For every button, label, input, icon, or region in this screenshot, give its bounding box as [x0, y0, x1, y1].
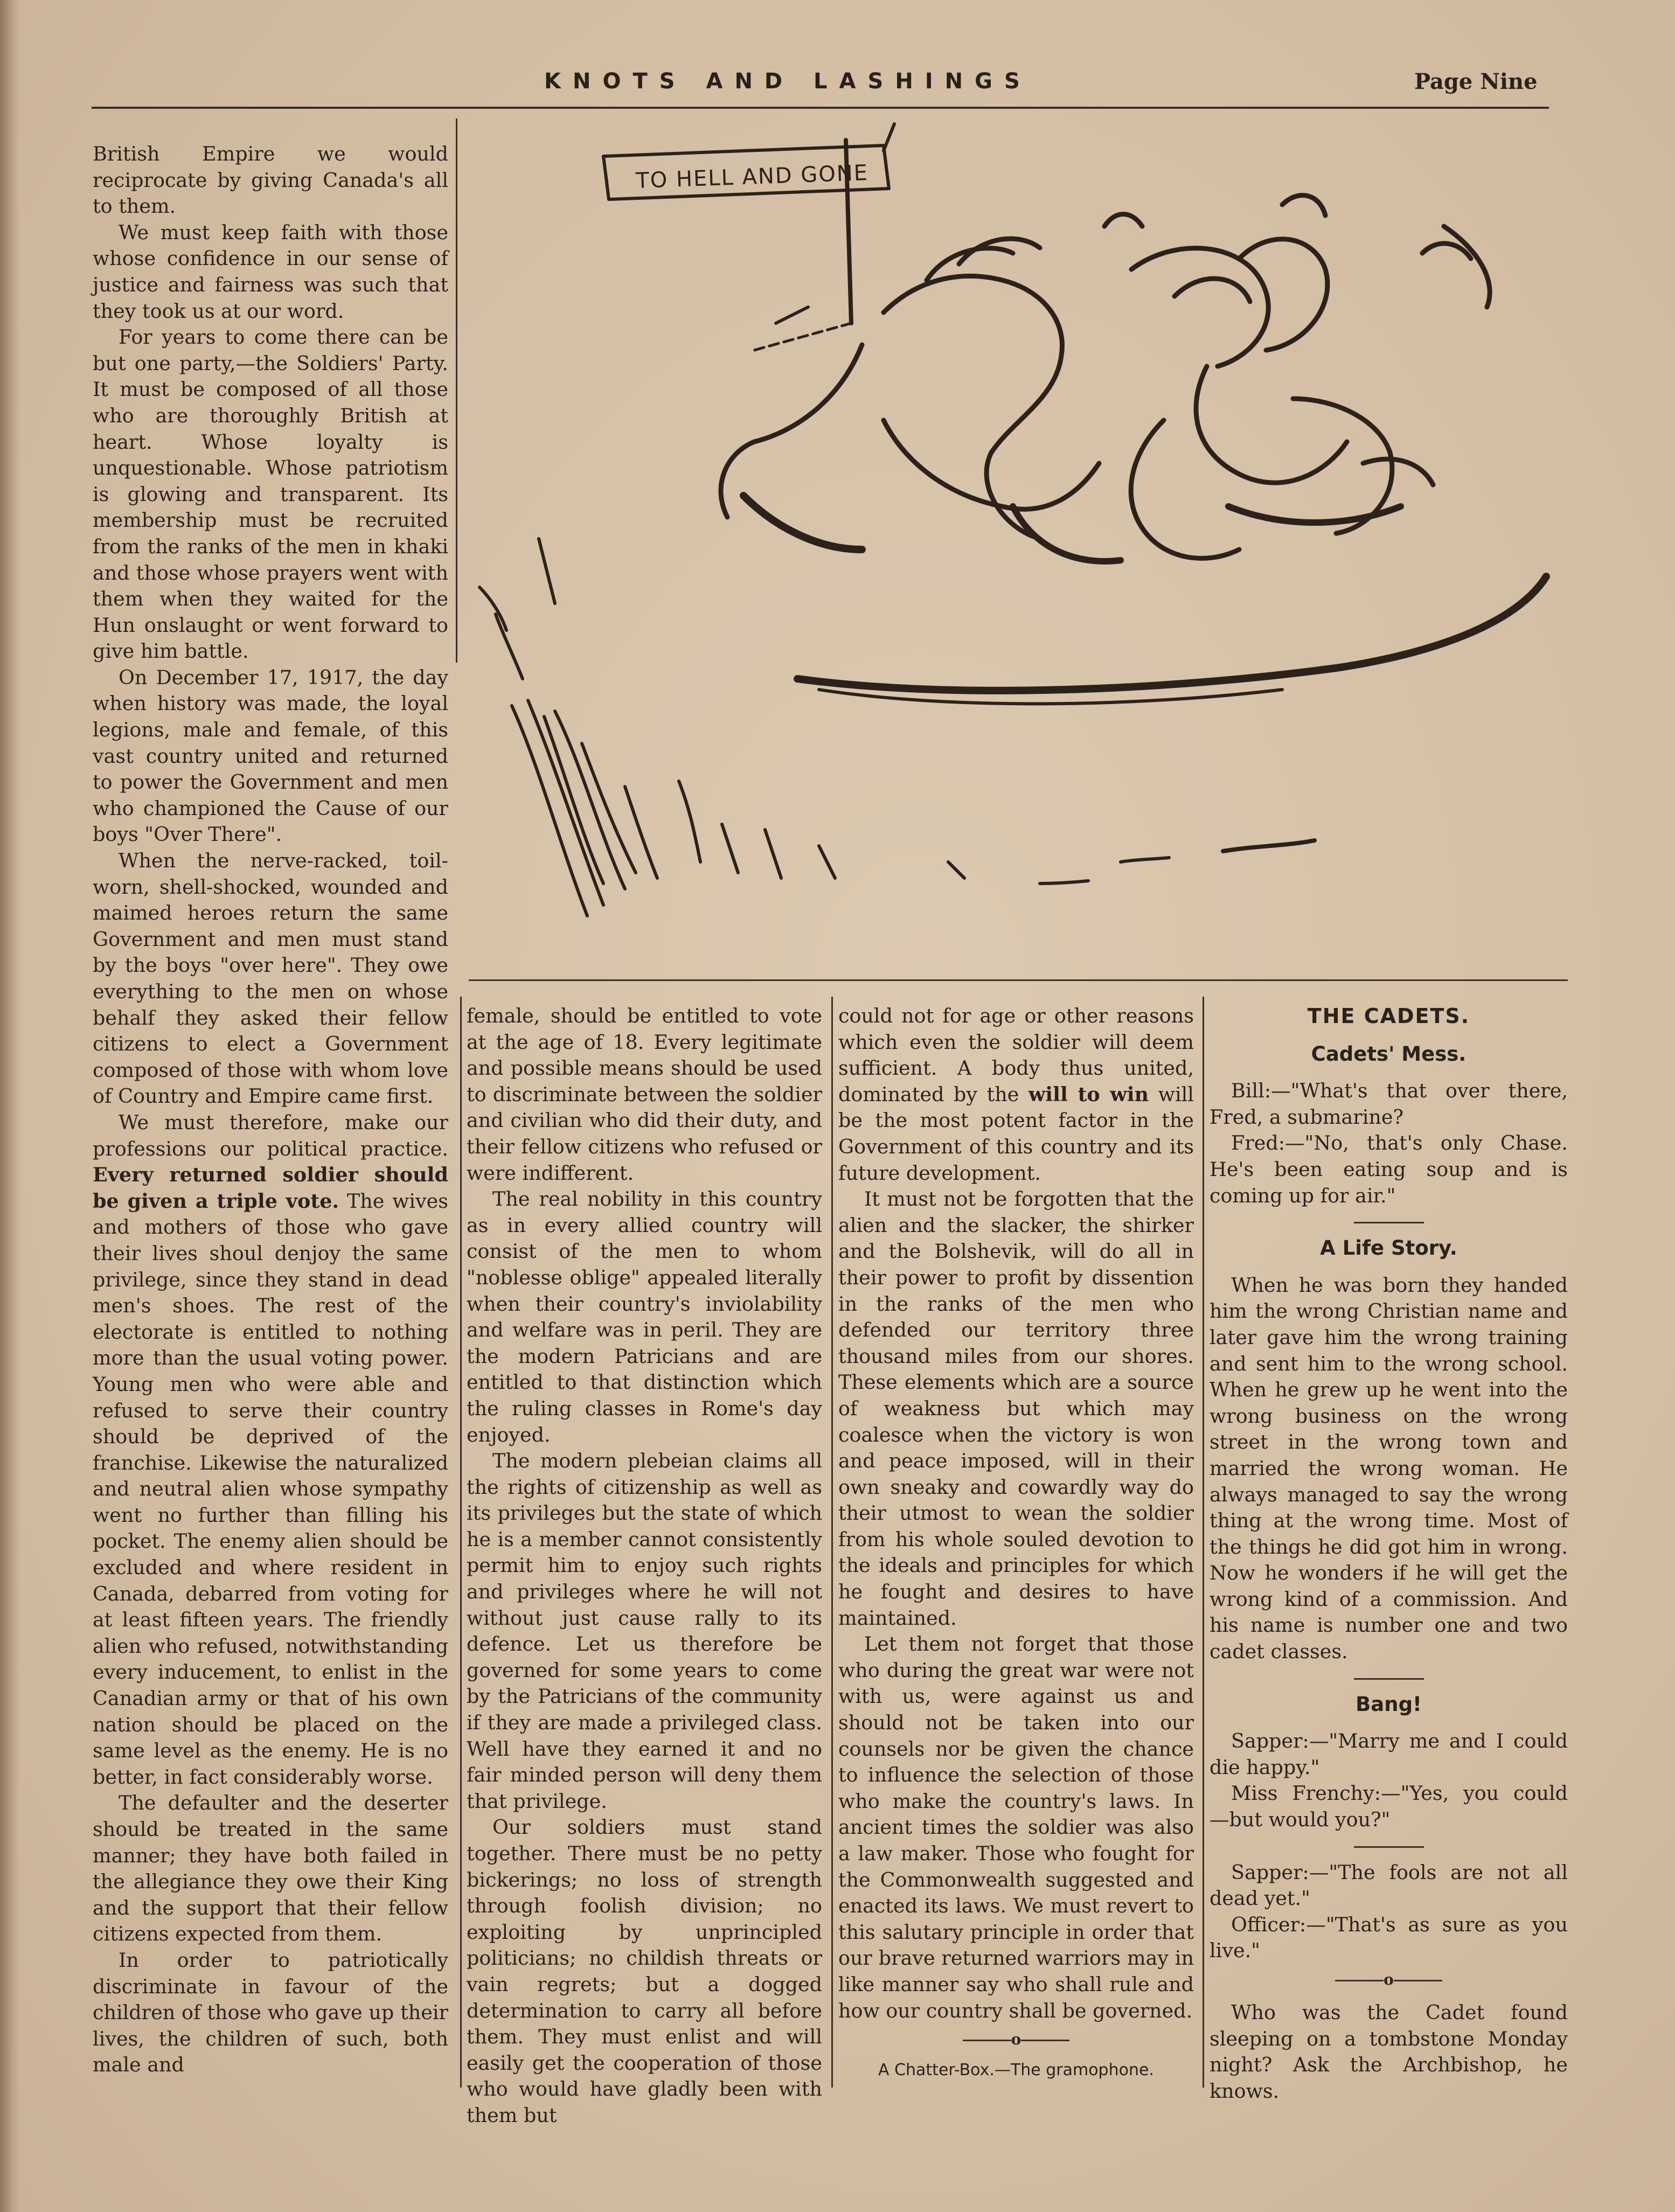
paragraph: For years to come there can be but one party,—the Soldiers' Party. It must be composed of all those who are thoroughly British at heart. Whose loyalty is unquestionable. Whose patriotism is glowing and transparent. Its membership must be recruited from the ranks of the men in khaki and those whose prayers went with them when they waited for the Hun onslaught or went forward to give him battle. — [93, 325, 448, 663]
dialogue-line: Sapper:—"The fools are not all dead yet." — [1210, 1860, 1568, 1910]
paragraph: The real nobility in this country as in every allied country will consist of the men to whom "noblesse oblige" appealed literally when their country's inviolability and welfare was in peril. They are the modern Patricians and are entitled to that distinction which the ruling classes in Rome's day enjoyed. — [467, 1187, 822, 1446]
article-column-1 — [93, 141, 448, 2078]
column-rule-2 — [460, 997, 462, 2088]
paragraph: On December 17, 1917, the day when history was made, the loyal legions, male and female, of this vast country united and returned to power the Government and men who championed the Cause of our boys "Over There". — [93, 665, 448, 846]
dialogue-line: Sapper:—"Marry me and I could die happy." — [1210, 1729, 1568, 1779]
cliff-lines — [479, 539, 1315, 916]
column-rule-3 — [831, 997, 833, 2088]
ground-arc — [797, 576, 1546, 691]
dialogue-line: Officer:—"That's as sure as you live." — [1210, 1912, 1568, 1963]
dialogue-line: Fred:—"No, that's only Chase. He's been eating soup and is coming up for air." — [1210, 1131, 1568, 1207]
section-divider — [1354, 1222, 1424, 1223]
paragraph: British Empire we would reciprocate by giving Canada's all to them. — [93, 142, 448, 218]
paragraph: The modern plebeian claims all the rights of citizenship as well as its privileges but the state of which he is a member cannot consistently permit him to enjoy such rights and privileges where he will not without just cause rally to its defence. Let us therefore be governed for some years to come by the Patricians of the community if they are made a privileged class. Well have they earned it and no fair minded person will deny them that privilege. — [467, 1449, 822, 1813]
paragraph: Let them not forget that those who during the great war were not with us, were against us and should not be taken into our counsels nor be given the chance to influence the selection of those who make the country's laws. In ancient times the soldier was also a law maker. Those who fought for the Commonwealth suggested and enacted its laws. We must revert to this salutary principle in order that our brave returned warriors may in like manner say who shall rule and how our country shall be governed. — [838, 1632, 1194, 2022]
paragraph: When the nerve-racked, toil-worn, shell-shocked, wounded and maimed heroes return the same Government and men must stand by the boys "over here". They owe everything to the men on whose behalf they asked their fellow citizens to elect a Government composed of those with whom love of Country and Empire came first. — [93, 849, 448, 1108]
subheading: Bang! — [1356, 1692, 1422, 1716]
section-divider — [1354, 1678, 1424, 1680]
paragraph: It must not be forgotten that the alien and the slacker, the shirker and the Bolshevik, will do all in their power to profit by dissention in the ranks of the men who defended our territory three thousand miles from our shores. These elements which are a source of weakness but which may coalesce when the victory is won and peace imposed, will in their own sneaky and cowardly way do their utmost to wean the soldier from his whole souled devotion to the ideals and principles for which he fought and desires to have maintained. — [838, 1187, 1194, 1630]
signpost-icon — [603, 124, 894, 350]
binding-shadow — [0, 0, 20, 2212]
publication-title: KNOTS AND LASHINGS — [544, 69, 1032, 94]
paragraph: The defaulter and the deserter should be treated in the same manner; they have both failed in the allegiance they owe their King and the support that their fellow citizens expected from them. — [93, 1791, 448, 1946]
section-heading: THE CADETS. — [1307, 1004, 1470, 1028]
column-rule-1 — [456, 119, 457, 663]
ornament-divider: o — [838, 2032, 1194, 2048]
ornament-divider: o — [1210, 1972, 1568, 1988]
subheading: A Life Story. — [1320, 1236, 1457, 1260]
paragraph: When he was born they handed him the wrong Christian name and later gave him the wrong training and sent him to the wrong school. When he grew up he went into the wrong business on the wrong street in the wrong town and married the wrong woman. He always managed to say the wrong thing at the wrong time. Most of the things he did got him in wrong. Now he wonders if he will get the wrong kind of a commission. And his name is number one and two cadet classes. — [1210, 1273, 1568, 1664]
emphasis-text: will to win — [1028, 1082, 1149, 1106]
section-divider — [1354, 1846, 1424, 1848]
emphasis-text: Every returned soldier should be given a triple vote. — [93, 1163, 448, 1213]
paragraph: female, should be entitled to vote at the age of 18. Every legitimate and possible means should be used to discriminate between the soldier and civilian who did their duty, and their fellow citizens who refused or were indifferent. — [467, 1004, 822, 1185]
article-column-3 — [838, 1003, 1194, 2081]
paragraph-rest: The wives and mothers of those who gave their lives shoul denjoy the same privilege, since they stand in dead men's shoes. The rest of the electorate is entitled to nothing more than the usual voting power. Young men who were able and refused to serve their country should be deprived of the franchise. Likewise the naturalized and neutral alien whose sympathy went no further than filling his pocket. The enemy alien should be excluded and where resident in Canada, debarred from voting for at least fifteen years. The friendly alien who refused, notwithstanding every inducement, to enlist in the Canadian army or that of his own nation should be placed on the same level as the enemy. He is no better, in fact considerably worse. — [93, 1189, 448, 1789]
subheading: Cadets' Mess. — [1311, 1042, 1467, 1066]
column-rule-4 — [1203, 997, 1204, 2088]
paragraph: Our soldiers must stand together. There must be no petty bickerings; no loss of strength through foolish division; no exploiting by unprincipled politicians; no childish threats or vain regrets; but a dogged determination to carry all before them. They must enlist and will easily get the cooperation of those who would have gladly been with them but — [467, 1815, 822, 2127]
paragraph-lead: We must therefore, make our professions our political practice. — [93, 1110, 448, 1160]
running-figures-icon — [721, 196, 1490, 561]
paragraph — [93, 1110, 448, 1790]
header-rule — [92, 107, 1549, 109]
signpost-text: TO HELL AND GONE — [635, 160, 869, 193]
paragraph-lead: could not for age or other reasons which even the soldier will deem sufficient. A body thus united, dominated by the — [838, 1004, 1194, 1106]
cartoon-illustration — [474, 119, 1573, 980]
article-column-2 — [467, 1003, 822, 2129]
paragraph-rest: will be the most potent factor in the Government of this country and its future development. — [838, 1082, 1194, 1185]
paragraph: Who was the Cadet found sleeping on a tombstone Monday night? Ask the Archbishop, he knows. — [1210, 2001, 1568, 2103]
page-number: Page Nine — [1414, 69, 1538, 94]
filler-joke: A Chatter-Box.—The gramophone. — [878, 2061, 1154, 2080]
paragraph: In order to patriotically discriminate in favour of the children of those who gave up their lives, the children of such, both male and — [93, 1948, 448, 2077]
paragraph — [838, 1003, 1194, 1186]
dialogue-line: Miss Frenchy:—"Yes, you could —but would you?" — [1210, 1782, 1568, 1832]
cadets-column — [1210, 1003, 1568, 2104]
paragraph: We must keep faith with those whose confidence in our sense of justice and fairness was such that they took us at our word. — [93, 220, 448, 323]
dialogue-line: Bill:—"What's that over there, Fred, a submarine? — [1210, 1079, 1568, 1129]
